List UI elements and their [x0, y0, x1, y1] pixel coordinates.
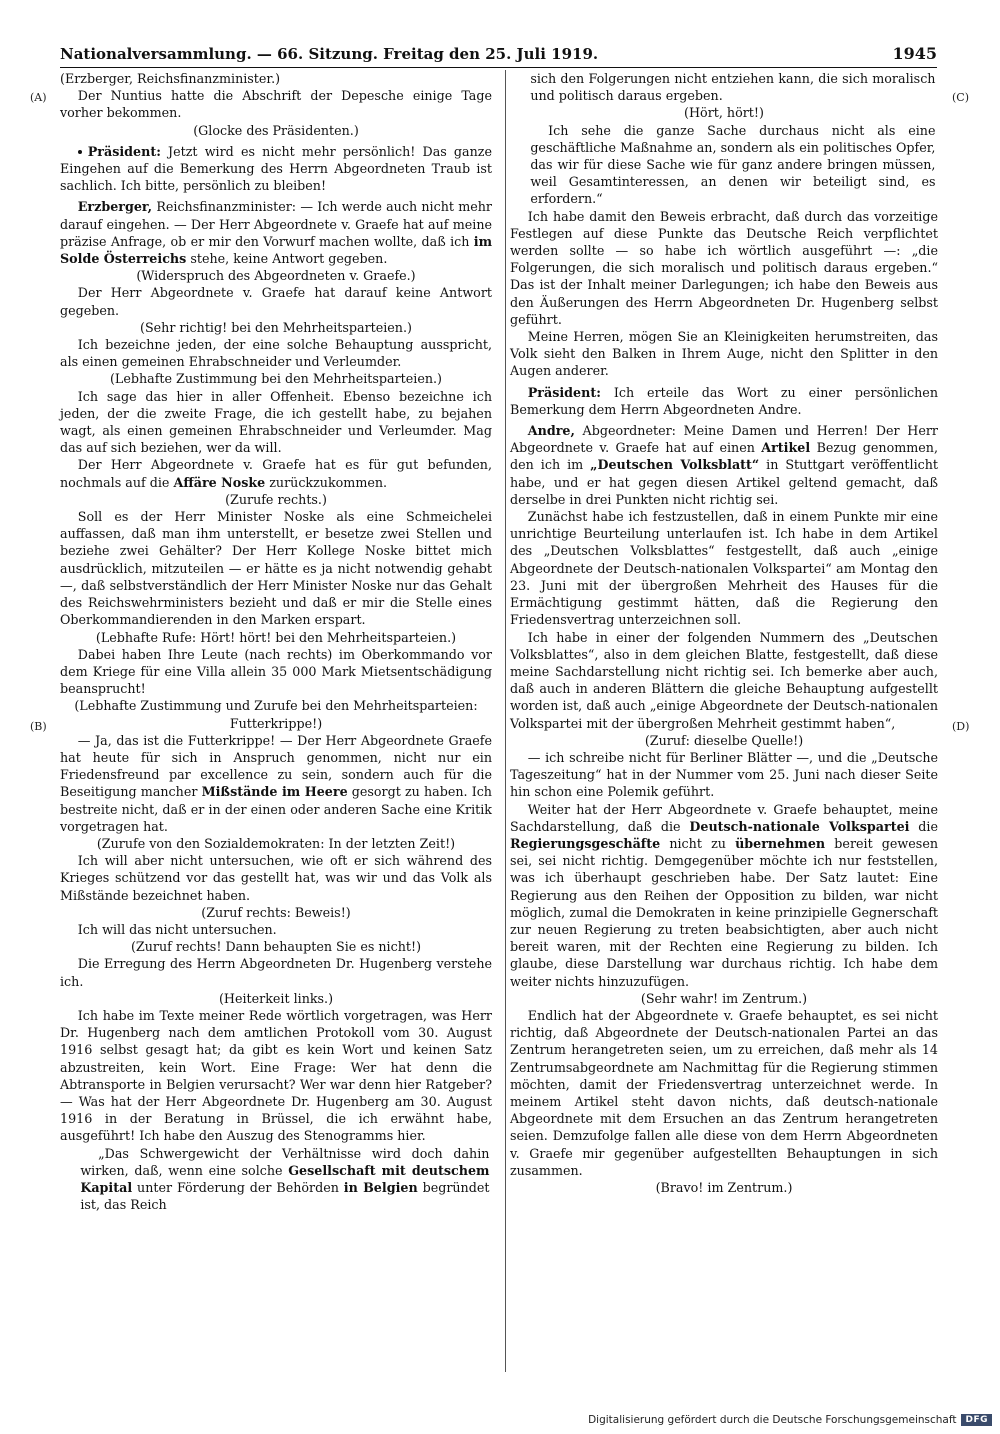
paragraph: Erzberger, Reichsfinanzminister: — Ich werde auch nicht mehr darauf eingehen. — Der Herr Abgeordnete v. Graefe hat auf meine präzise Anfrage, ob er mir den Vorwurf machen wollte, daß ich im Solde Österreichs stehe, keine Antwort gegeben. [60, 199, 492, 267]
margin-letter-c: (C) [952, 91, 969, 104]
paragraph: Präsident: Jetzt wird es nicht mehr persönlich! Das ganze Eingehen auf die Bemerkung des Herrn Abgeordneten Traub ist sachlich. Ich bitte, persönlich zu bleiben! [60, 143, 492, 194]
running-head: Nationalversammlung. — 66. Sitzung. Freitag den 25. Juli 1919. [60, 45, 599, 63]
paragraph: — ich schreibe nicht für Berliner Blätter —, und die „Deutsche Tageszeitung“ hat in der Nummer vom 25. Juni nach dieser Seite hin schon eine Polemik geführt. [510, 749, 938, 800]
speaker-name: Andre, [527, 423, 575, 439]
paragraph: Ich sage das hier in aller Offenheit. Ebenso bezeichne ich jeden, der die zweite Frage, die ich gestellt habe, zu bejahen wagt, als einen gemeinen Ehrabschneider und Verleumder. Mag das auf sich beziehen, wer da will. [60, 388, 492, 456]
paragraph: Ich habe in einer der folgenden Nummern des „Deutschen Volksblattes“, also in dem gleichen Blatte, festgestellt, daß diese meine Sachdarstellung nicht richtig sei. Ich bemerke aber auch, daß auch in anderen Blättern die gleiche Behauptung aufgestellt worden ist, daß auch „einige Abgeordnete der Deutsch-nationalen Volkspartei mit der übergroßen Mehrheit gestimmt haben“, [510, 629, 938, 731]
page-header [60, 44, 937, 63]
page-number: 1945 [892, 44, 937, 63]
paragraph: Soll es der Herr Minister Noske als eine Schmeichelei auffassen, daß man ihm unterstellt, er besetze zwei Stellen und beziehe zwei Gehälter? Der Herr Kollege Noske bittet mich ausdrücklich, mitzuteilen — er hätte es ja nicht notwendig gehabt —, daß selbstverständlich der Herr Minister Noske nur das Gehalt des Reichswehrministers bezieht und daß er mir die Stelle eines Oberkommandierenden in den Marken erspart. [60, 509, 492, 628]
paragraph: Dabei haben Ihre Leute (nach rechts) im Oberkommando vor dem Kriege für eine Villa allein 35 000 Mark Mietsentschädigung beansprucht! [60, 646, 492, 697]
column-divider [505, 70, 506, 1372]
paragraph: Der Herr Abgeordnete v. Graefe hat darauf keine Antwort gegeben. [60, 285, 492, 318]
digitization-credit [588, 1414, 992, 1426]
interjection: (Glocke des Präsidenten.) [193, 122, 359, 138]
interjection: (Lebhafte Rufe: Hört! hört! bei den Mehrheitsparteien.) [95, 629, 457, 645]
paragraph: Ich habe im Texte meiner Rede wörtlich vorgetragen, was Herr Dr. Hugenberg nach dem amtlichen Protokoll vom 30. August 1916 selbst gesagt hat; da gibt es kein Wort und keinen Satz abzustreiten, kein Wort. Eine Frage: Wer hat denn die Abtransporte in Belgien verursacht? Wer war denn hier Ratgeber? — Was hat der Herr Abgeordnete Dr. Hugenberg am 30. August 1916 in der Beratung in Brüssel, die ich erwähnt habe, ausgeführt! Ich habe den Auszug des Stenogramms hier. [60, 1007, 492, 1144]
speaker-name: Erzberger, [77, 199, 153, 215]
paragraph: Ich habe damit den Beweis erbracht, daß durch das vorzeitige Festlegen auf diese Punkte das Deutsche Reich verpflichtet werden sollte — so habe ich wörtlich ausgeführt —: „die Folgerungen, die sich moralisch und politisch daraus ergeben.“ Das ist der Inhalt meiner Darlegungen; ich habe den Beweis aus den Äußerungen des Herrn Abgeordneten Dr. Hugenberg selbst geführt. [510, 208, 938, 327]
interjection: (Zuruf rechts! Dann behaupten Sie es nicht!) [130, 939, 422, 955]
dfg-logo-icon: DFG [961, 1414, 992, 1426]
paragraph: Präsident: Ich erteile das Wort zu einer persönlichen Bemerkung dem Herrn Abgeordneten Andre. [510, 384, 938, 417]
margin-letter-d: (D) [952, 720, 970, 733]
quotation: sich den Folgerungen nicht entziehen kann, die sich moralisch und politisch daraus ergeben. [530, 71, 936, 104]
interjection: (Sehr richtig! bei den Mehrheitsparteien.) [140, 319, 412, 335]
bullet-dot [78, 150, 82, 154]
paragraph: Der Nuntius hatte die Abschrift der Depesche einige Tage vorher bekommen. [60, 88, 492, 121]
margin-letter-b: (B) [30, 720, 47, 733]
paragraph: Ich will das nicht untersuchen. [77, 921, 277, 937]
interjection: (Heiterkeit links.) [218, 990, 334, 1006]
interjection: (Sehr wahr! im Zentrum.) [640, 990, 808, 1006]
paragraph: Ich will aber nicht untersuchen, wie oft er sich während des Krieges schützend vor das gestellt hat, was wir und das Volk als Mißstände bezeichnet haben. [60, 853, 492, 903]
interjection: (Lebhafte Zustimmung und Zurufe bei den Mehrheitsparteien: Futterkrippe!) [74, 698, 478, 731]
interjection: (Widerspruch des Abgeordneten v. Graefe.) [136, 268, 416, 284]
credit-text: Digitalisierung gefördert durch die Deutsche Forschungsgemeinschaft [588, 1414, 957, 1426]
header-rule [60, 67, 937, 68]
interjection: (Zuruf rechts: Beweis!) [201, 904, 351, 920]
interjection: (Bravo! im Zentrum.) [655, 1180, 793, 1195]
paragraph: Meine Herren, mögen Sie an Kleinigkeiten herumstreiten, das Volk sieht den Balken in Ihrem Auge, nicht den Splitter in den Augen anderer. [510, 329, 938, 379]
right-column [510, 70, 938, 1196]
paragraph: Die Erregung des Herrn Abgeordneten Dr. Hugenberg verstehe ich. [60, 956, 492, 989]
quotation: „Das Schwergewicht der Verhältnisse wird doch dahin wirken, daß, wenn eine solche Gesellschaft mit deutschem Kapital unter Förderung der Behörden in Belgien begründet ist, das Reich [80, 1145, 490, 1213]
left-column [60, 70, 492, 1213]
paragraph: — Ja, das ist die Futterkrippe! — Der Herr Abgeordnete Graefe hat heute für sich in Anspruch genommen, nicht nur ein Friedensfreund par excellence zu sein, sondern auch für die Beseitigung mancher Mißstände im Heere gesorgt zu haben. Ich bestreite nicht, daß er in der einen oder anderen Sache eine Kritik vorgetragen hat. [60, 732, 492, 834]
speaker-name: Präsident: [527, 384, 601, 400]
interjection: (Hört, hört!) [684, 105, 764, 121]
margin-letter-a: (A) [30, 91, 47, 104]
interjection: (Zurufe von den Sozialdemokraten: In der letzten Zeit!) [96, 835, 456, 851]
interjection: (Zuruf: dieselbe Quelle!) [644, 732, 804, 748]
paragraph: Andre, Abgeordneter: Meine Damen und Herren! Der Herr Abgeordnete v. Graefe hat auf einen Artikel Bezug genommen, den ich im „Deutschen Volksblatt“ in Stuttgart veröffentlicht habe, und er hat gegen diesen Artikel geltend gemacht, daß derselbe in drei Punkten nicht richtig sei. [510, 423, 939, 507]
paragraph: Zunächst habe ich festzustellen, daß in einem Punkte mir eine unrichtige Beurteilung unterlaufen ist. Ich habe in dem Artikel des „Deutschen Volksblattes“ festgestellt, daß auch „einige Abgeordnete der Deutsch-nationalen Volkspartei“ am Montag den 23. Juni mit der übergroßen Mehrheit des Hauses für die Ermächtigung gestimmt hätten, daß die Regierung den Friedensvertrag unterzeichnen soll. [510, 509, 938, 628]
quotation: Ich sehe die ganze Sache durchaus nicht als eine geschäftliche Maßnahme an, sondern als ein politisches Opfer, das wir für diese Sache wie für ganz andere bringen müssen, weil Gesamtinteressen, an denen wir beteiligt sind, es erfordern.“ [530, 122, 936, 207]
paragraph: Der Herr Abgeordnete v. Graefe hat es für gut befunden, nochmals auf die Affäre Noske zurückzukommen. [60, 457, 492, 490]
speaker-continuation: (Erzberger, Reichsfinanzminister.) [60, 71, 281, 86]
interjection: (Zurufe rechts.) [225, 491, 327, 507]
speaker-name: Präsident: [87, 143, 161, 159]
paragraph: Endlich hat der Abgeordnete v. Graefe behauptet, es sei nicht richtig, daß Abgeordnete der Deutsch-nationalen Partei an das Zentrum herangetreten seien, um zu erreichen, daß mehr als 14 Zentrumsabgeordnete am Nachmittag für die Regierung stimmen möchten, damit der Friedensvertrag unterzeichnet werde. In meinem Artikel steht davon nichts, daß deutsch-nationale Abgeordnete mit dem Ersuchen an das Zentrum herangetreten seien. Demzufolge fallen alle diese von dem Herrn Abgeordneten v. Graefe mir gegenüber aufgestellten Behauptungen in sich zusammen. [510, 1007, 938, 1178]
paragraph: Ich bezeichne jeden, der eine solche Behauptung ausspricht, als einen gemeinen Ehrabschneider und Verleumder. [60, 337, 492, 370]
interjection: (Lebhafte Zustimmung bei den Mehrheitsparteien.) [109, 371, 442, 387]
paragraph: Weiter hat der Herr Abgeordnete v. Graefe behauptet, meine Sachdarstellung, daß die Deutsch-nationale Volkspartei die Regierungsgeschäfte nicht zu übernehmen bereit gewesen sei, sei nicht richtig. Demgegenüber möchte ich nur feststellen, was ich überhaupt geschrieben habe. Der Satz lautet: Eine Regierung aus den Reihen der Opposition zu bilden, war nicht möglich, zumal die Demokraten in keine prinzipielle Gegnerschaft zur neuen Regierung zu treten beabsichtigten, aber auch nicht bereit waren, mit der Rechten eine Regierung zu bilden. Ich glaube, diese Darstellung war durchaus richtig. Ich habe dem weiter nichts hinzuzufügen. [510, 801, 938, 989]
